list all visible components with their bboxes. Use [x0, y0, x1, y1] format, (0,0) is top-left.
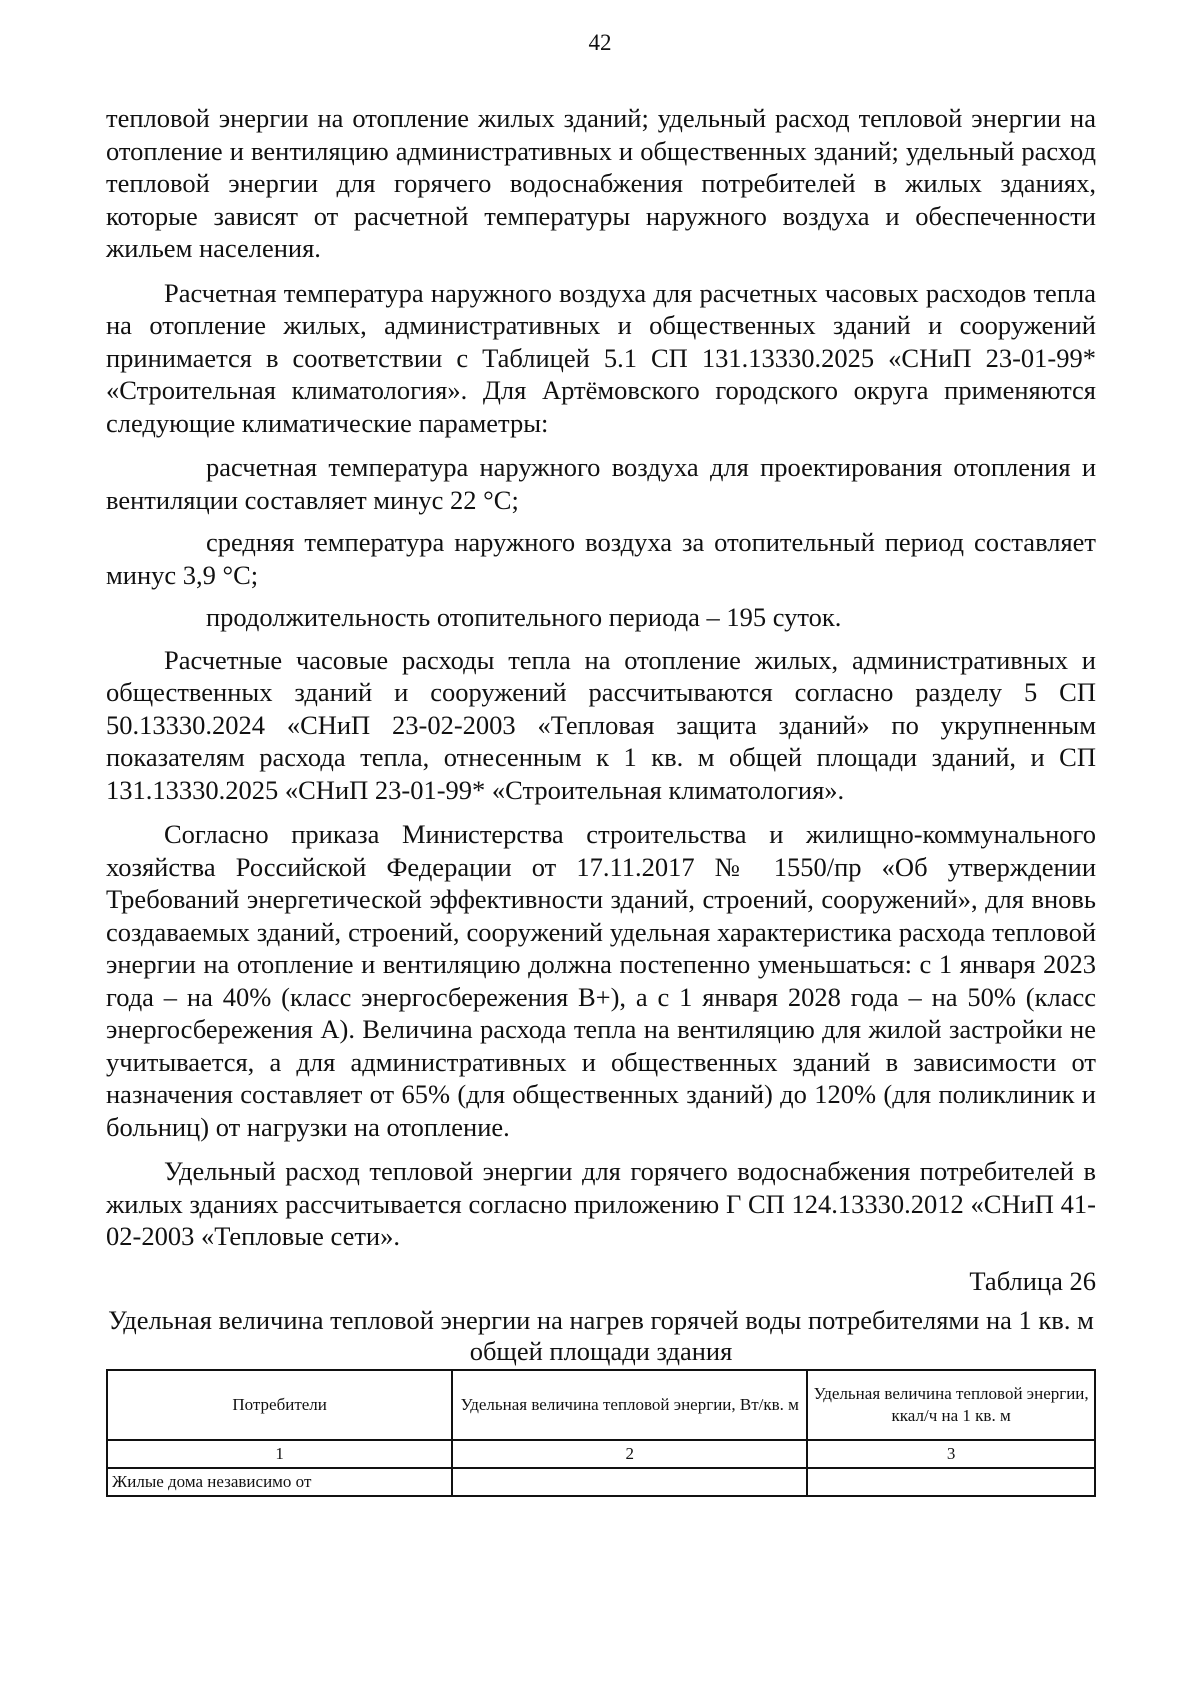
table-column-number-row	[107, 1440, 1095, 1468]
paragraph-hourly-heat: Расчетные часовые расходы тепла на отопление жилых, административных и общественных зданий и сооружений рассчитываются согласно разделу 5 СП 50.13330.2024 «СНиП 23-02-2003 «Тепловая защита зданий» по укрупненным показателям расхода тепла, отнесенным к 1 кв. м общей площади зданий, и СП 131.13330.2025 «СНиП 23-01-99* «Строительная климатология».	[106, 644, 1096, 805]
paragraph-design-temperature: Расчетная температура наружного воздуха для расчетных часовых расходов тепла на отопление жилых, административных и общественных зданий и сооружений принимается в соответствии с Таблицей 5.1 СП 131.13330.2025 «СНиП 23-01-99* «Строительная климатология». Для Артёмовского городского округа применяются следующие климатические параметры:	[106, 277, 1096, 438]
paragraph-hot-water: Удельный расход тепловой энергии для горячего водоснабжения потребителей в жилых зданиях рассчитывается согласно приложению Г СП 124.13330.2012 «СНиП 41-02-2003 «Тепловые сети».	[106, 1156, 1096, 1251]
table-row	[107, 1468, 1095, 1496]
paragraph-continuation: тепловой энергии на отопление жилых зданий; удельный расход тепловой энергии на отопление и вентиляцию административных и общественных зданий; удельный расход тепловой энергии для горячего водоснабжения потребителей в жилых зданиях, которые зависят от расчетной температуры наружного воздуха и обеспеченности жильем населения.	[106, 103, 1096, 263]
param-heating-period: продолжительность отопительного периода – 195 суток.	[206, 602, 842, 632]
header-kcal-per-m2: Удельная величина тепловой энергии, ккал/ч на 1 кв. м	[807, 1370, 1095, 1440]
header-wt-per-m2: Удельная величина тепловой энергии, Вт/кв. м	[452, 1370, 807, 1440]
column-number: 2	[452, 1440, 807, 1468]
column-number: 3	[807, 1440, 1095, 1468]
table-cell	[452, 1468, 807, 1496]
table-number: Таблица 26	[969, 1265, 1096, 1296]
document-body	[106, 102, 1096, 1497]
param-average-temperature: средняя температура наружного воздуха за отопительный период составляет минус 3,9 °С;	[106, 527, 1096, 590]
table-cell: Жилые дома независимо от	[107, 1468, 452, 1496]
table-cell	[807, 1468, 1095, 1496]
table-caption: Удельная величина тепловой энергии на нагрев горячей воды потребителями на 1 кв. м общей площади здания	[108, 1304, 1094, 1366]
paragraph-energy-efficiency: Согласно приказа Министерства строительства и жилищно-коммунального хозяйства Российской Федерации от 17.11.2017 № 1550/пр «Об утверждении Требований энергетической эффективности зданий, строений, сооружений», для вновь создаваемых зданий, строений, сооружений удельная характеристика расхода тепловой энергии на отопление и вентиляцию должна постепенно уменьшаться: с 1 января 2023 года – на 40% (класс энергосбережения В+), а с 1 января 2028 года – на 50% (класс энергосбережения А). Величина расхода тепла на вентиляцию для жилой застройки не учитывается, а для административных и общественных зданий в зависимости от назначения составляет от 65% (для общественных зданий) до 120% (для поликлиник и больниц) от нагрузки на отопление.	[106, 819, 1096, 1142]
column-number: 1	[107, 1440, 452, 1468]
page-number: 42	[588, 30, 612, 55]
table-header-row	[107, 1370, 1095, 1440]
param-design-temperature: расчетная температура наружного воздуха для проектирования отопления и вентиляции составляет минус 22 °С;	[106, 452, 1096, 515]
heat-table	[106, 1369, 1096, 1497]
header-consumers: Потребители	[107, 1370, 452, 1440]
